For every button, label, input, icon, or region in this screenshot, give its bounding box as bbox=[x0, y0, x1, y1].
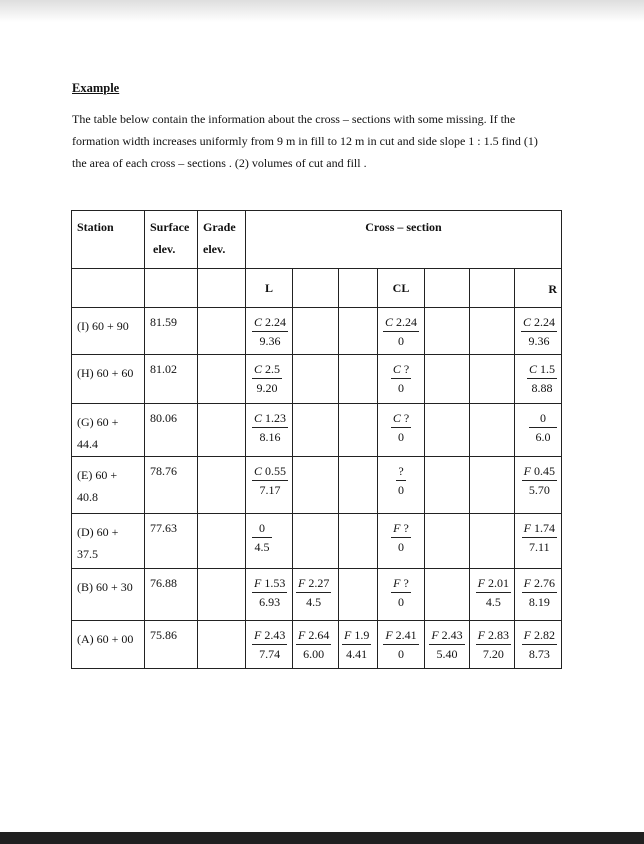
problem-statement bbox=[72, 108, 584, 174]
left-intermediate-value: $\frac{F 2.27}{4.5}$ bbox=[293, 569, 339, 621]
right-value: $\frac{0}{6.0}$ bbox=[515, 404, 562, 457]
station-cell: (G) 60 + 44.4 bbox=[72, 404, 145, 457]
left-header: L bbox=[246, 269, 293, 308]
station-cell: (B) 60 + 30 bbox=[72, 569, 145, 621]
right-intermediate-value: $\frac{F 2.83}{7.20}$ bbox=[470, 621, 515, 669]
surface-elev-cell: 77.63 bbox=[145, 514, 198, 569]
centerline-value: $\frac{C ?}{0}$ bbox=[378, 404, 425, 457]
right-intermediate-value: $\frac{F 2.43}{5.40}$ bbox=[425, 621, 470, 669]
left-value: $\frac{C 2.24}{9.36}$ bbox=[246, 308, 293, 355]
left-value: $\frac{C 0.55}{7.17}$ bbox=[246, 457, 293, 514]
station-header: Station bbox=[72, 211, 145, 269]
table-row bbox=[72, 308, 562, 355]
cross-section-header: Cross – section bbox=[246, 211, 562, 269]
left-value: $\frac{C 1.23}{8.16}$ bbox=[246, 404, 293, 457]
table-row bbox=[72, 404, 562, 457]
statement-line: The table below contain the information about the cross – sections with some missing. If the bbox=[72, 112, 516, 126]
grade-elev-cell bbox=[198, 457, 246, 514]
station-cell: (D) 60 + 37.5 bbox=[72, 514, 145, 569]
left-value: $\frac{F 2.43}{7.74}$ bbox=[246, 621, 293, 669]
right-header: R bbox=[515, 269, 562, 308]
grade-elev-cell bbox=[198, 569, 246, 621]
table-row bbox=[72, 355, 562, 404]
grade-elev-cell bbox=[198, 514, 246, 569]
right-value: $\frac{F 1.74}{7.11}$ bbox=[515, 514, 562, 569]
statement-line: formation width increases uniformly from 9 m in fill to 12 m in cut and side slope 1 : 1.5 find (1) bbox=[72, 134, 538, 148]
grade-elev-cell bbox=[198, 308, 246, 355]
grade-elev-cell bbox=[198, 621, 246, 669]
centerline-value: $\frac{F ?}{0}$ bbox=[378, 514, 425, 569]
table-row bbox=[72, 569, 562, 621]
left-value: $\frac{C 2.5}{9.20}$ bbox=[246, 355, 293, 404]
surface-elev-cell: 81.02 bbox=[145, 355, 198, 404]
centerline-header: CL bbox=[378, 269, 425, 308]
statement-line: the area of each cross – sections . (2) volumes of cut and fill . bbox=[72, 156, 367, 170]
left-value: $\frac{F 1.53}{6.93}$ bbox=[246, 569, 293, 621]
right-value: $\frac{C 1.5}{8.88}$ bbox=[515, 355, 562, 404]
surface-elev-cell: 81.59 bbox=[145, 308, 198, 355]
station-cell: (I) 60 + 90 bbox=[72, 308, 145, 355]
surface-elev-cell: 78.76 bbox=[145, 457, 198, 514]
centerline-value: $\frac{F ?}{0}$ bbox=[378, 569, 425, 621]
left-intermediate-value: $\frac{F 1.9}{4.41}$ bbox=[339, 621, 378, 669]
centerline-value: $\frac{?}{0}$ bbox=[378, 457, 425, 514]
screen-bottom-bar bbox=[0, 832, 644, 844]
left-intermediate-value: $\frac{F 2.64}{6.00}$ bbox=[293, 621, 339, 669]
header-row bbox=[72, 211, 562, 269]
station-cell: (E) 60 + 40.8 bbox=[72, 457, 145, 514]
surface-elev-cell: 76.88 bbox=[145, 569, 198, 621]
surface-elev-header: Surface elev. bbox=[145, 211, 198, 269]
centerline-value: $\frac{C 2.24}{0}$ bbox=[378, 308, 425, 355]
right-value: $\frac{F 2.82}{8.73}$ bbox=[515, 621, 562, 669]
station-cell: (A) 60 + 00 bbox=[72, 621, 145, 669]
cross-section-table bbox=[71, 210, 562, 669]
centerline-value: $\frac{F 2.41}{0}$ bbox=[378, 621, 425, 669]
table-row bbox=[72, 514, 562, 569]
right-intermediate-value: $\frac{F 2.01}{4.5}$ bbox=[470, 569, 515, 621]
right-value: $\frac{F 2.76}{8.19}$ bbox=[515, 569, 562, 621]
table-row bbox=[72, 621, 562, 669]
page-top-shadow bbox=[0, 0, 644, 22]
example-heading: Example bbox=[72, 81, 120, 95]
grade-elev-cell bbox=[198, 404, 246, 457]
subheader-row bbox=[72, 269, 562, 308]
centerline-value: $\frac{C ?}{0}$ bbox=[378, 355, 425, 404]
station-cell: (H) 60 + 60 bbox=[72, 355, 145, 404]
left-value: $\frac{0}{4.5}$ bbox=[246, 514, 293, 569]
surface-elev-cell: 75.86 bbox=[145, 621, 198, 669]
surface-elev-cell: 80.06 bbox=[145, 404, 198, 457]
table-row bbox=[72, 457, 562, 514]
grade-elev-header: Grade elev. bbox=[198, 211, 246, 269]
right-value: $\frac{C 2.24}{9.36}$ bbox=[515, 308, 562, 355]
grade-elev-cell bbox=[198, 355, 246, 404]
right-value: $\frac{F 0.45}{5.70}$ bbox=[515, 457, 562, 514]
